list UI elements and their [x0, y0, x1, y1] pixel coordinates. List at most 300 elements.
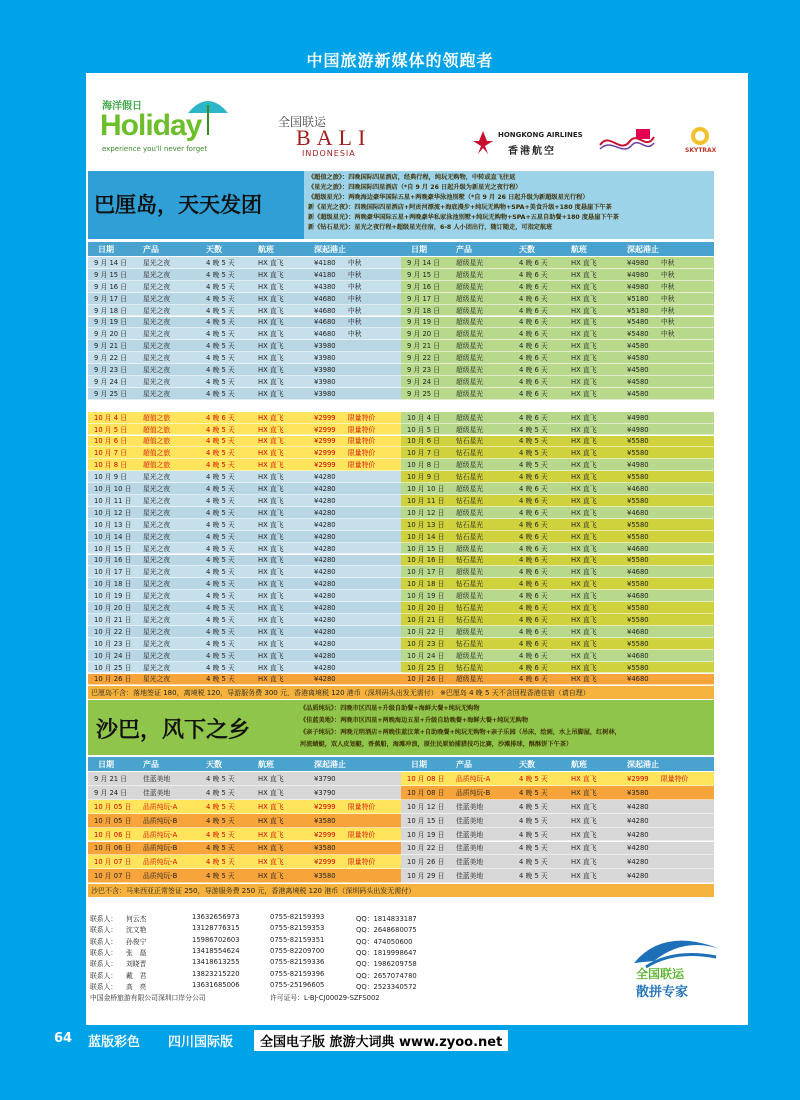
contact-cell: QQ：2648680075	[356, 926, 417, 935]
table-cell: HX 直飞	[258, 485, 284, 494]
table-cell: HX 直飞	[258, 306, 284, 315]
table-cell: 超级星光	[456, 366, 484, 375]
table-cell: 中秋	[348, 270, 362, 279]
table-cell: 9 月 15 日	[94, 270, 128, 279]
hk-airlines-en: HONGKONG AIRLINES	[498, 131, 583, 139]
table-cell: 4 晚 5 天	[206, 544, 235, 553]
table-cell: 超级星光	[456, 389, 484, 398]
contact-cell: 联系人：	[90, 982, 118, 991]
table-row	[401, 340, 714, 352]
contact-cell: 13631685006	[192, 980, 240, 989]
table-cell: HX 直飞	[258, 788, 284, 797]
table-cell: 星光之夜	[143, 282, 171, 291]
hk-tourism-logo	[596, 127, 656, 157]
table-cell: 10 月 20 日	[94, 604, 132, 613]
table-cell: 4 晚 5 天	[206, 568, 235, 577]
table-cell: 4 晚 6 天	[519, 663, 548, 672]
quanguo-text: 全国联运	[278, 115, 327, 129]
table-cell: 超级星光	[456, 461, 484, 470]
table-cell: 4 晚 5 天	[206, 788, 235, 797]
table-cell: ¥4280	[314, 485, 336, 494]
table-cell: 星光之夜	[143, 532, 171, 541]
table-cell: 9 月 21 日	[94, 774, 128, 783]
table-cell: 10 月 05 日	[94, 816, 132, 825]
table-cell: ¥4980	[627, 461, 649, 470]
contact-cell: QQ：474050600	[356, 937, 413, 946]
table-row	[88, 602, 401, 614]
table-cell: ¥5580	[627, 520, 649, 529]
table-cell: ¥4280	[314, 496, 336, 505]
table-cell: 中秋	[661, 306, 675, 315]
table-cell: 星光之夜	[143, 294, 171, 303]
column-header: 深起港止	[627, 245, 659, 254]
table-cell: HX 直飞	[571, 592, 597, 601]
table-cell: ¥4580	[627, 377, 649, 386]
table-cell: 10 月 9 日	[94, 473, 128, 482]
table-cell: 品质纯玩-B	[143, 816, 178, 825]
table-cell: 品质纯玩-A	[143, 858, 178, 867]
table-row	[401, 531, 714, 543]
table-row	[401, 590, 714, 602]
table-cell: 10 月 6 日	[407, 437, 441, 446]
table-cell: 10 月 11 日	[407, 496, 445, 505]
table-cell: 9 月 17 日	[407, 294, 441, 303]
table-row	[88, 269, 401, 281]
table-cell: 4 晚 6 天	[519, 318, 548, 327]
table-cell: 4 晚 5 天	[519, 788, 548, 797]
table-cell: 4 晚 6 天	[519, 294, 548, 303]
table-cell: 品质纯玩-A	[456, 774, 491, 783]
holiday-big-text: Holiday	[100, 109, 202, 142]
table-cell: HX 直飞	[258, 461, 284, 470]
table-cell: 星光之夜	[143, 520, 171, 529]
table-row	[401, 614, 714, 626]
table-cell: ¥3580	[314, 844, 336, 853]
table-cell: HX 直飞	[258, 858, 284, 867]
table-cell: 10 月 05 日	[94, 802, 132, 811]
table-row	[401, 447, 714, 459]
table-row	[88, 412, 401, 424]
table-cell: 10 月 26 日	[407, 675, 445, 684]
table-cell: 星光之夜	[143, 318, 171, 327]
bali-note-line: 《星光之旅》：四晚国际四星酒店（*自 9 月 26 日起升级为新星光之夜行程）	[308, 184, 522, 191]
table-cell: 10 月 14 日	[407, 532, 445, 541]
table-row	[401, 566, 714, 578]
table-cell: 4 晚 5 天	[206, 802, 235, 811]
table-row	[401, 483, 714, 495]
table-cell: 超级星光	[456, 354, 484, 363]
table-row	[88, 364, 401, 376]
table-cell: 10 月 08 日	[407, 774, 445, 783]
table-cell: HX 直飞	[571, 615, 597, 624]
table-row	[401, 388, 714, 400]
table-cell: ¥3980	[314, 377, 336, 386]
table-row	[88, 388, 401, 400]
table-cell: 4 晚 5 天	[206, 342, 235, 351]
table-cell: HX 直飞	[258, 270, 284, 279]
table-cell: 4 晚 5 天	[519, 449, 548, 458]
table-cell: HX 直飞	[571, 437, 597, 446]
table-cell: HX 直飞	[571, 802, 597, 811]
swirl-logo-icon	[596, 127, 656, 157]
table-cell: ¥4280	[627, 802, 649, 811]
table-cell: 星光之夜	[143, 556, 171, 565]
table-row	[88, 328, 401, 340]
indonesia-text: INDONESIA	[302, 149, 356, 158]
table-row	[401, 800, 714, 814]
table-cell: 10 月 19 日	[94, 592, 132, 601]
sabah-note-line: 河流蜻蜓，双人皮划艇，香蕉船，海滩冲浪，原住民原始捕猎技巧比赛，沙滩排球，酥酥饼下午茶）	[300, 741, 573, 748]
table-cell: 9 月 21 日	[407, 342, 441, 351]
contact-cell: 13418613255	[192, 958, 240, 967]
table-cell: 9 月 19 日	[94, 318, 128, 327]
table-cell: 钻石星光	[456, 520, 484, 529]
table-cell: 星光之夜	[143, 544, 171, 553]
column-header: 天数	[519, 245, 535, 254]
table-cell: 超级星光	[456, 342, 484, 351]
contact-cell: 0755-82159353	[270, 924, 325, 933]
table-cell: HX 直飞	[571, 270, 597, 279]
table-cell: 4 晚 5 天	[206, 580, 235, 589]
table-cell: 4 晚 6 天	[519, 508, 548, 517]
table-cell: HX 直飞	[571, 318, 597, 327]
contact-cell: 联系人：	[90, 971, 118, 980]
column-header: 产品	[456, 245, 472, 254]
table-cell: 中秋	[348, 294, 362, 303]
column-header: 航班	[258, 245, 274, 254]
table-cell: 星光之夜	[143, 615, 171, 624]
table-cell: 10 月 25 日	[94, 663, 132, 672]
table-cell: HX 直飞	[571, 627, 597, 636]
column-header: 深起港止	[314, 245, 346, 254]
table-row	[88, 436, 401, 448]
table-cell: ¥3980	[314, 342, 336, 351]
table-cell: 4 晚 6 天	[519, 592, 548, 601]
table-cell: ¥5580	[627, 580, 649, 589]
table-cell: 4 晚 5 天	[206, 774, 235, 783]
table-cell: 超级星光	[456, 675, 484, 684]
table-cell: HX 直飞	[258, 802, 284, 811]
hk-airlines-cn: 香港航空	[508, 146, 556, 157]
table-cell: 4 晚 5 天	[206, 615, 235, 624]
table-cell: 4 晚 6 天	[519, 413, 548, 422]
table-cell: HX 直飞	[571, 651, 597, 660]
table-cell: 9 月 16 日	[94, 282, 128, 291]
table-row	[88, 662, 401, 674]
table-cell: 4 晚 6 天	[519, 377, 548, 386]
table-cell: 中秋	[348, 306, 362, 315]
table-cell: 4 晚 5 天	[519, 816, 548, 825]
contact-cell: 联系人：	[90, 915, 118, 923]
table-cell: 10 月 18 日	[94, 580, 132, 589]
table-row	[88, 674, 401, 686]
table-cell: HX 直飞	[258, 663, 284, 672]
sabah-footnote: 沙巴不含：马来西亚正常签证 250，导游服务费 250 元，香港离境税 120 港币（深圳码头出发无需付）	[88, 884, 714, 897]
table-cell: 10 月 7 日	[407, 449, 441, 458]
table-cell: ¥3980	[314, 354, 336, 363]
table-cell: 超值之旅	[143, 437, 171, 446]
table-cell: ¥3580	[314, 816, 336, 825]
table-cell: 超级星光	[456, 568, 484, 577]
table-cell: ¥4680	[627, 568, 649, 577]
table-cell: 10 月 29 日	[407, 872, 445, 881]
table-cell: 4 晚 6 天	[519, 532, 548, 541]
table-cell: ¥4180	[314, 258, 336, 267]
table-cell: 中秋	[348, 330, 362, 339]
table-cell: 10 月 19 日	[407, 592, 445, 601]
table-row	[401, 842, 714, 856]
table-cell: 超级星光	[456, 425, 484, 434]
table-cell: 超值之旅	[143, 413, 171, 422]
table-cell: 星光之夜	[143, 568, 171, 577]
table-cell: 10 月 19 日	[407, 830, 445, 839]
table-cell: 星光之夜	[143, 496, 171, 505]
table-cell: 4 晚 5 天	[206, 294, 235, 303]
table-row	[88, 543, 401, 555]
table-cell: 4 晚 5 天	[206, 473, 235, 482]
table-cell: HX 直飞	[571, 604, 597, 613]
table-row	[401, 662, 714, 674]
table-cell: 中秋	[661, 282, 675, 291]
column-header: 日期	[98, 245, 114, 254]
table-cell: 限量特价	[348, 425, 376, 434]
table-cell: HX 直飞	[571, 830, 597, 839]
table-cell: ¥4280	[314, 615, 336, 624]
table-cell: 星光之夜	[143, 330, 171, 339]
table-cell: HX 直飞	[571, 872, 597, 881]
table-cell: 星光之夜	[143, 580, 171, 589]
table-cell: 中秋	[348, 318, 362, 327]
table-cell: 4 晚 5 天	[206, 306, 235, 315]
contact-cell: 联系人：	[90, 937, 118, 946]
table-cell: HX 直飞	[571, 508, 597, 517]
table-cell: 超级星光	[456, 377, 484, 386]
hk-airlines-logo	[472, 127, 592, 163]
table-cell: 4 晚 5 天	[206, 377, 235, 386]
table-cell: 10 月 10 日	[407, 485, 445, 494]
table-cell: 10 月 8 日	[407, 461, 441, 470]
table-cell: 限量特价	[348, 449, 376, 458]
bali-note-line: 新《超级星光》：两晚豪华国际五星+两晚豪华私家泳池别墅+纯玩无购物+SPA+五星自助餐+180 度悬崖下午茶	[308, 214, 619, 221]
table-row	[88, 507, 401, 519]
table-cell: 超级星光	[456, 294, 484, 303]
table-cell: 钻石星光	[456, 556, 484, 565]
skytrax-logo	[680, 125, 720, 159]
table-cell: ¥4680	[627, 508, 649, 517]
table-row	[401, 772, 714, 786]
table-cell: HX 直飞	[258, 258, 284, 267]
contact-cell: 沈文艳	[126, 926, 147, 935]
footer-bar	[54, 1030, 554, 1050]
table-cell: 10 月 18 日	[407, 580, 445, 589]
table-row	[401, 786, 714, 800]
table-cell: 4 晚 5 天	[206, 858, 235, 867]
contact-cell: 联系人：	[90, 926, 118, 935]
table-cell: 4 晚 5 天	[206, 675, 235, 684]
table-cell: 9 月 16 日	[407, 282, 441, 291]
table-cell: 4 晚 6 天	[519, 366, 548, 375]
table-cell: 中秋	[661, 294, 675, 303]
table-cell: ¥4680	[627, 675, 649, 684]
table-cell: 10 月 22 日	[407, 627, 445, 636]
license-number: 许可证号：L-BJ-CJ00029-SZFS002	[270, 994, 380, 1003]
table-cell: HX 直飞	[571, 788, 597, 797]
table-cell: ¥4280	[314, 604, 336, 613]
skytrax-text: SKYTRAX	[685, 147, 717, 154]
table-row	[88, 531, 401, 543]
table-row	[401, 412, 714, 424]
footer-site-link[interactable]: 全国电子版 旅游大词典 www.zyoo.net	[254, 1030, 508, 1051]
table-cell: 星光之夜	[143, 508, 171, 517]
table-cell: 4 晚 5 天	[206, 508, 235, 517]
table-cell: 中秋	[348, 282, 362, 291]
contact-cell: QQ：1986209758	[356, 960, 417, 969]
table-cell: HX 直飞	[258, 532, 284, 541]
table-cell: ¥2999	[314, 437, 336, 446]
bali-footnote: 巴厘岛不含：落地签证 180，离境税 120，导游服务费 300 元，香港离境税 120 港币（深圳码头出发无需付） ※巴厘岛 4 晚 5 天不含回程香港住宿（请自理）	[88, 686, 714, 699]
table-cell: 4 晚 5 天	[519, 774, 548, 783]
table-cell: 限量特价	[348, 802, 376, 811]
table-cell: HX 直飞	[258, 651, 284, 660]
contact-cell: 0755-82159396	[270, 969, 325, 978]
table-row	[401, 269, 714, 281]
table-cell: 4 晚 6 天	[519, 651, 548, 660]
table-cell: 4 晚 5 天	[206, 425, 235, 434]
table-cell: 10 月 12 日	[407, 508, 445, 517]
table-cell: 9 月 19 日	[407, 318, 441, 327]
table-cell: 9 月 24 日	[94, 377, 128, 386]
table-row	[88, 555, 401, 567]
table-cell: 超级星光	[456, 306, 484, 315]
table-cell: HX 直飞	[571, 496, 597, 505]
table-cell: 10 月 07 日	[94, 858, 132, 867]
table-row	[401, 352, 714, 364]
table-row	[88, 566, 401, 578]
contact-list	[90, 913, 630, 1013]
table-cell: 10 月 4 日	[94, 413, 128, 422]
table-cell: 星光之夜	[143, 258, 171, 267]
table-cell: ¥5580	[627, 615, 649, 624]
table-cell: HX 直飞	[571, 330, 597, 339]
table-cell: 10 月 6 日	[94, 437, 128, 446]
table-cell: 超级星光	[456, 508, 484, 517]
table-cell: 4 晚 5 天	[206, 844, 235, 853]
table-cell: HX 直飞	[571, 544, 597, 553]
table-cell: HX 直飞	[571, 774, 597, 783]
table-cell: HX 直飞	[258, 639, 284, 648]
table-cell: ¥5580	[627, 496, 649, 505]
bali-text: BALI	[296, 125, 372, 150]
table-row	[88, 376, 401, 388]
table-cell: ¥4180	[314, 270, 336, 279]
table-cell: ¥4280	[314, 580, 336, 589]
table-cell: 星光之夜	[143, 473, 171, 482]
table-cell: 超级星光	[456, 258, 484, 267]
contact-cell: 联系人：	[90, 960, 118, 969]
star-icon	[680, 125, 720, 147]
table-cell: ¥4280	[314, 544, 336, 553]
table-row	[88, 459, 401, 471]
table-cell: HX 直飞	[258, 318, 284, 327]
table-cell: HX 直飞	[571, 389, 597, 398]
table-cell: HX 直飞	[258, 354, 284, 363]
table-row	[88, 340, 401, 352]
company-name: 中国金桥旅游有限公司深圳口岸分公司	[90, 994, 206, 1003]
table-cell: HX 直飞	[258, 872, 284, 881]
table-cell: 超级星光	[456, 651, 484, 660]
table-cell: ¥4680	[627, 592, 649, 601]
table-cell: 超值之旅	[143, 461, 171, 470]
table-cell: 超级星光	[456, 270, 484, 279]
contact-cell: 0755-25196605	[270, 980, 325, 989]
table-cell: 4 晚 5 天	[206, 592, 235, 601]
footer-tag-color: 蓝版彩色	[88, 1035, 141, 1050]
table-cell: HX 直飞	[571, 354, 597, 363]
table-cell: ¥5580	[627, 663, 649, 672]
table-cell: 4 晚 5 天	[206, 461, 235, 470]
table-cell: 星光之夜	[143, 306, 171, 315]
table-cell: HX 直飞	[258, 627, 284, 636]
table-cell: 星光之夜	[143, 354, 171, 363]
table-cell: 10 月 9 日	[407, 473, 441, 482]
table-row	[401, 814, 714, 828]
table-cell: 4 晚 5 天	[519, 830, 548, 839]
contact-cell: QQ：1819998647	[356, 948, 417, 957]
table-cell: HX 直飞	[258, 544, 284, 553]
table-header	[88, 242, 401, 256]
table-cell: 10 月 26 日	[407, 858, 445, 867]
table-row	[401, 293, 714, 305]
table-cell: 10 月 13 日	[407, 520, 445, 529]
table-cell: 佳蓝美地	[143, 774, 171, 783]
table-cell: 9 月 22 日	[94, 354, 128, 363]
table-cell: ¥5580	[627, 473, 649, 482]
table-row	[401, 364, 714, 376]
table-row	[401, 828, 714, 842]
table-cell: 4 晚 5 天	[206, 366, 235, 375]
table-cell: 钻石星光	[456, 639, 484, 648]
table-cell: HX 直飞	[571, 568, 597, 577]
table-row	[88, 786, 401, 800]
table-cell: 中秋	[661, 258, 675, 267]
table-row	[401, 495, 714, 507]
table-cell: 4 晚 5 天	[206, 663, 235, 672]
table-cell: 9 月 18 日	[407, 306, 441, 315]
table-cell: 星光之夜	[143, 675, 171, 684]
table-cell: HX 直飞	[258, 413, 284, 422]
table-cell: 限量特价	[661, 774, 689, 783]
column-header: 产品	[456, 760, 472, 769]
table-cell: ¥4280	[314, 627, 336, 636]
table-row	[401, 650, 714, 662]
table-cell: ¥4280	[314, 639, 336, 648]
table-cell: HX 直飞	[258, 282, 284, 291]
table-row	[88, 483, 401, 495]
table-cell: ¥4680	[627, 485, 649, 494]
contact-cell: 15986702603	[192, 935, 240, 944]
table-cell: ¥4680	[314, 318, 336, 327]
table-cell: 品质纯玩-B	[456, 788, 491, 797]
column-header: 日期	[411, 245, 427, 254]
table-cell: 超值之旅	[143, 449, 171, 458]
contact-cell: 13128776315	[192, 924, 240, 933]
table-cell: 9 月 25 日	[94, 389, 128, 398]
table-row	[88, 317, 401, 329]
table-row	[401, 328, 714, 340]
table-cell: 9 月 15 日	[407, 270, 441, 279]
table-cell: ¥5580	[627, 604, 649, 613]
table-row	[88, 578, 401, 590]
